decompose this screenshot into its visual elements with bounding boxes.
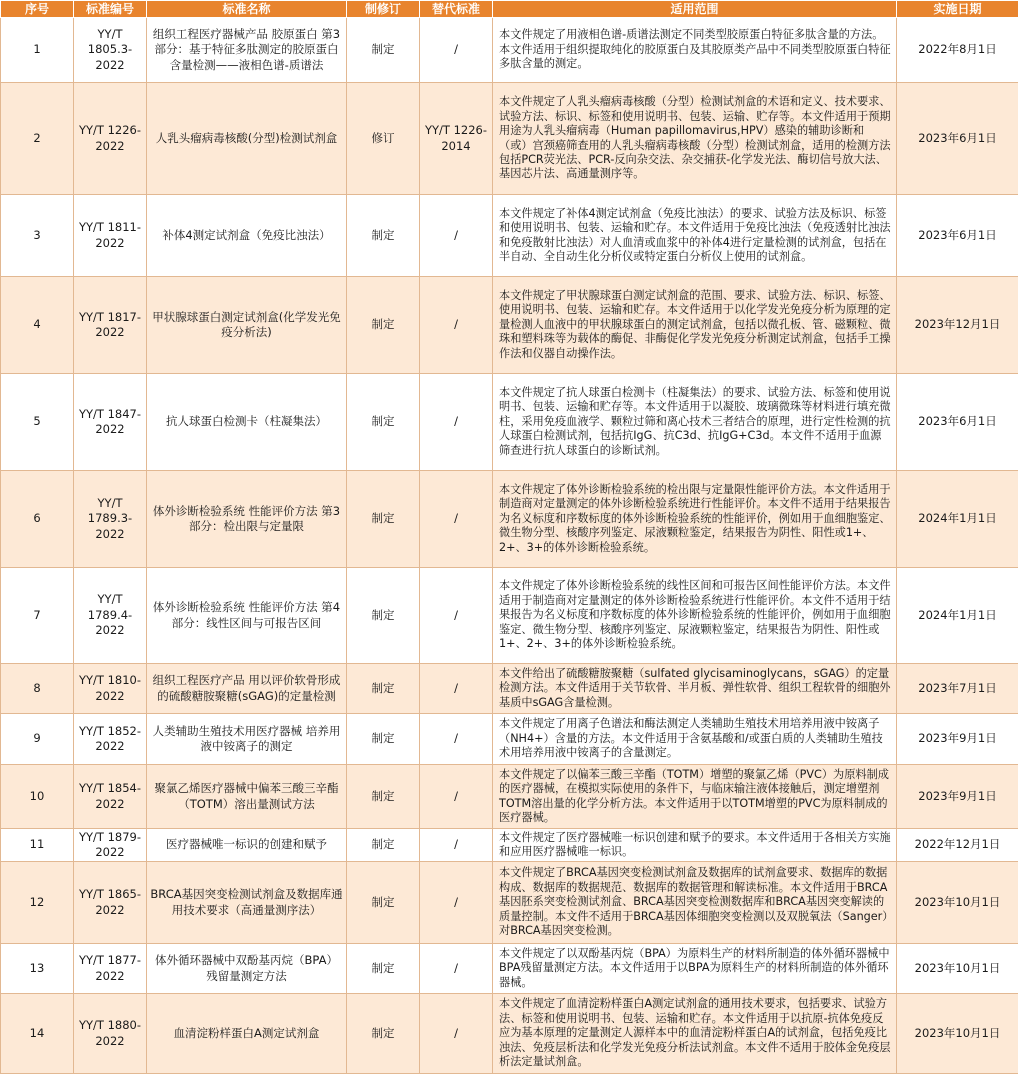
row-scope: 本文件规定了用液相色谱-质谱法测定不同类型胶原蛋白特征多肽含量的方法。本文件适用于组织提取纯化的胶原蛋白及其胶原类产品中不同类型胶原蛋白特征多肽含量的测定。 [493,18,897,83]
row-type: 制定 [347,664,420,714]
row-replace: / [420,994,493,1074]
table-row [1,714,1018,765]
row-date: 2022年12月1日 [897,829,1018,862]
row-scope: 本文件规定了抗人球蛋白检测卡（柱凝集法）的要求、试验方法、标签和使用说明书、包装、运输和贮存等。本文件适用于以凝胶、玻璃微珠等材料进行填充微柱，采用免疫血液学、颗粒过筛和离心技术三者结合的原理，进行定性检测的抗人球蛋白检测试剂，包括抗IgG、抗C3d、抗IgG+C3d。本文件不适用于血源筛查进行抗人球蛋白的诊断试剂。 [493,374,897,471]
table-row [1,374,1018,471]
row-date: 2023年9月1日 [897,714,1018,765]
row-code: YY/T 1852-2022 [74,714,147,765]
row-date: 2023年6月1日 [897,83,1018,195]
row-index: 5 [1,374,74,471]
row-scope: 本文件规定了人乳头瘤病毒核酸（分型）检测试剂盒的术语和定义、技术要求、试验方法、标识、标签和使用说明书、包装、运输、贮存等。本文件适用于预期用途为人乳头瘤病毒（Human papillomavirus,HPV）感染的辅助诊断和（或）宫颈癌筛查用的人乳头瘤病毒核酸（分型）检测试剂盒，适用的检测方法包括PCR荧光法、PCR-反向杂交法、杂交捕获-化学发光法、酶切信号放大法、基因芯片法、高通量测序等。 [493,83,897,195]
table-row [1,944,1018,994]
row-name: 体外诊断检验系统 性能评价方法 第3部分：检出限与定量限 [147,471,347,568]
row-date: 2023年6月1日 [897,195,1018,277]
row-type: 制定 [347,374,420,471]
row-type: 修订 [347,83,420,195]
row-type: 制定 [347,568,420,664]
row-scope: 本文件给出了硫酸糖胺聚糖（sulfated glycisaminoglycans，sGAG）的定量检测方法。本文件适用于关节软骨、半月板、弹性软骨、组织工程软骨的细胞外基质中sGAG含量检测。 [493,664,897,714]
table-row [1,471,1018,568]
row-code: YY/T 1805.3-2022 [74,18,147,83]
row-replace: / [420,944,493,994]
row-replace: / [420,277,493,374]
header-date: 实施日期 [897,1,1018,18]
table-row [1,664,1018,714]
header-index: 序号 [1,1,74,18]
row-code: YY/T 1789.3-2022 [74,471,147,568]
row-index: 14 [1,994,74,1074]
row-type: 制定 [347,277,420,374]
table-row [1,829,1018,862]
row-index: 10 [1,765,74,829]
row-index: 13 [1,944,74,994]
table-row [1,18,1018,83]
row-code: YY/T 1865-2022 [74,862,147,944]
row-name: BRCA基因突变检测试剂盒及数据库通用技术要求（高通量测序法） [147,862,347,944]
row-date: 2023年10月1日 [897,944,1018,994]
row-date: 2023年6月1日 [897,374,1018,471]
row-index: 6 [1,471,74,568]
row-name: 聚氯乙烯医疗器械中偏苯三酸三辛酯（TOTM）溶出量测试方法 [147,765,347,829]
row-date: 2023年10月1日 [897,994,1018,1074]
row-scope: 本文件规定了甲状腺球蛋白测定试剂盒的范围、要求、试验方法、标识、标签、使用说明书、包装、运输和贮存。本文件适用于以化学发光免疫分析为原理的定量检测人血液中的甲状腺球蛋白的测定试剂盒，包括以微孔板、管、磁颗粒、微珠和塑料珠等为载体的酶促、非酶促化学发光免疫分析测定试剂盒，包括手工操作法和仪器自动操作法。 [493,277,897,374]
row-type: 制定 [347,18,420,83]
row-code: YY/T 1877-2022 [74,944,147,994]
row-type: 制定 [347,765,420,829]
row-name: 组织工程医疗产品 用以评价软骨形成的硫酸糖胺聚糖(sGAG)的定量检测 [147,664,347,714]
row-scope: 本文件规定了用离子色谱法和酶法测定人类辅助生殖技术用培养用液中铵离子（NH4+）含量的方法。本文件适用于含氨基酸和/或蛋白质的人类辅助生殖技术用培养用液中铵离子的含量测定。 [493,714,897,765]
row-name: 医疗器械唯一标识的创建和赋予 [147,829,347,862]
header-scope: 适用范围 [493,1,897,18]
row-type: 制定 [347,829,420,862]
row-index: 9 [1,714,74,765]
row-scope: 本文件规定了体外诊断检验系统的线性区间和可报告区间性能评价方法。本文件适用于制造商对定量测定的体外诊断检验系统进行性能评价。本文件不适用于结果报告为名义标度和序数标度的体外诊断检验系统的性能评价，例如用于血细胞鉴定、微生物分型、核酸序列鉴定、尿液颗粒鉴定，结果报告为阴性、阳性或1+、2+、3+的体外诊断检验系统。 [493,568,897,664]
row-date: 2023年7月1日 [897,664,1018,714]
row-type: 制定 [347,944,420,994]
row-replace: / [420,829,493,862]
row-replace: / [420,765,493,829]
row-replace: YY/T 1226-2014 [420,83,493,195]
row-index: 12 [1,862,74,944]
row-scope: 本文件规定了医疗器械唯一标识创建和赋予的要求。本文件适用于各相关方实施和应用医疗器械唯一标识。 [493,829,897,862]
row-name: 抗人球蛋白检测卡（柱凝集法） [147,374,347,471]
row-index: 1 [1,18,74,83]
row-replace: / [420,374,493,471]
row-code: YY/T 1810-2022 [74,664,147,714]
table-row [1,277,1018,374]
row-replace: / [420,862,493,944]
row-code: YY/T 1847-2022 [74,374,147,471]
table-row [1,568,1018,664]
table-row [1,765,1018,829]
row-name: 体外诊断检验系统 性能评价方法 第4部分：线性区间与可报告区间 [147,568,347,664]
row-date: 2023年9月1日 [897,765,1018,829]
row-date: 2024年1月1日 [897,568,1018,664]
row-name: 组织工程医疗器械产品 胶原蛋白 第3部分：基于特征多肽测定的胶原蛋白含量检测——液相色谱-质谱法 [147,18,347,83]
row-code: YY/T 1817-2022 [74,277,147,374]
row-type: 制定 [347,714,420,765]
row-scope: 本文件规定了体外诊断检验系统的检出限与定量限性能评价方法。本文件适用于制造商对定量测定的体外诊断检验系统进行性能评价。本文件不适用于结果报告为名义标度和序数标度的体外诊断检验系统的性能评价，例如用于血细胞鉴定、微生物分型、核酸序列鉴定、尿液颗粒鉴定，结果报告为阴性、阳性或1+、2+、3+的体外诊断检验系统。 [493,471,897,568]
row-type: 制定 [347,471,420,568]
row-code: YY/T 1811-2022 [74,195,147,277]
row-code: YY/T 1880-2022 [74,994,147,1074]
row-index: 4 [1,277,74,374]
row-index: 7 [1,568,74,664]
row-replace: / [420,568,493,664]
row-date: 2023年10月1日 [897,862,1018,944]
table-row [1,195,1018,277]
row-type: 制定 [347,195,420,277]
row-replace: / [420,18,493,83]
row-date: 2022年8月1日 [897,18,1018,83]
header-type: 制修订 [347,1,420,18]
header-replace: 替代标准 [420,1,493,18]
row-replace: / [420,195,493,277]
row-type: 制定 [347,994,420,1074]
row-replace: / [420,664,493,714]
row-index: 11 [1,829,74,862]
row-scope: 本文件规定了补体4测定试剂盒（免疫比浊法）的要求、试验方法及标识、标签和使用说明书、包装、运输和贮存。本文件适用于免疫比浊法（免疫透射比浊法和免疫散射比浊法）对人血清或血浆中的补体4进行定量检测的试剂盒，包括在半自动、全自动生化分析仪或特定蛋白分析仪上使用的试剂盒。 [493,195,897,277]
table-row [1,862,1018,944]
row-replace: / [420,714,493,765]
row-replace: / [420,471,493,568]
row-date: 2024年1月1日 [897,471,1018,568]
row-code: YY/T 1226-2022 [74,83,147,195]
row-scope: 本文件规定了以双酚基丙烷（BPA）为原料生产的材料所制造的体外循环器械中BPA残留量测定方法。本文件适用于以BPA为原料生产的材料所制造的体外循环器械。 [493,944,897,994]
table-row [1,994,1018,1074]
row-index: 2 [1,83,74,195]
header-row [1,1,1018,18]
row-code: YY/T 1879-2022 [74,829,147,862]
row-date: 2023年12月1日 [897,277,1018,374]
row-scope: 本文件规定了BRCA基因突变检测试剂盒及数据库的试剂盒要求、数据库的数据构成、数据库的数据规范、数据库的数据管理和解读标准。本文件适用于BRCA基因胚系突变检测试剂盒、BRCA基因突变检测数据库和BRCA基因突变解读的质量控制。本文件不适用于BRCA基因体细胞突变检测以及双脱氧法（Sanger）对BRCA基因突变检测。 [493,862,897,944]
row-name: 血清淀粉样蛋白A测定试剂盒 [147,994,347,1074]
row-index: 3 [1,195,74,277]
row-code: YY/T 1854-2022 [74,765,147,829]
row-name: 人乳头瘤病毒核酸(分型)检测试剂盒 [147,83,347,195]
header-name: 标准名称 [147,1,347,18]
row-name: 体外循环器械中双酚基丙烷（BPA）残留量测定方法 [147,944,347,994]
row-code: YY/T 1789.4-2022 [74,568,147,664]
row-scope: 本文件规定了以偏苯三酸三辛酯（TOTM）增塑的聚氯乙烯（PVC）为原料制成的医疗器械，在模拟实际使用的条件下，与临床输注液体接触后，测定增塑剂TOTM溶出量的化学分析方法。本文件适用于以TOTM增塑的PVC为原料制成的医疗器械。 [493,765,897,829]
row-type: 制定 [347,862,420,944]
table-row [1,83,1018,195]
row-name: 补体4测定试剂盒（免疫比浊法） [147,195,347,277]
row-scope: 本文件规定了血清淀粉样蛋白A测定试剂盒的通用技术要求，包括要求、试验方法、标签和使用说明书、包装、运输和贮存。本文件适用于以抗原-抗体免疫反应为基本原理的定量测定人源样本中的血清淀粉样蛋白A的试剂盒，包括免疫比浊法、免疫层析法和化学发光免疫分析法试剂盒。本文件不适用于胶体金免疫层析法定量试剂盒。 [493,994,897,1074]
row-index: 8 [1,664,74,714]
row-name: 甲状腺球蛋白测定试剂盒(化学发光免疫分析法) [147,277,347,374]
header-code: 标准编号 [74,1,147,18]
row-name: 人类辅助生殖技术用医疗器械 培养用液中铵离子的测定 [147,714,347,765]
